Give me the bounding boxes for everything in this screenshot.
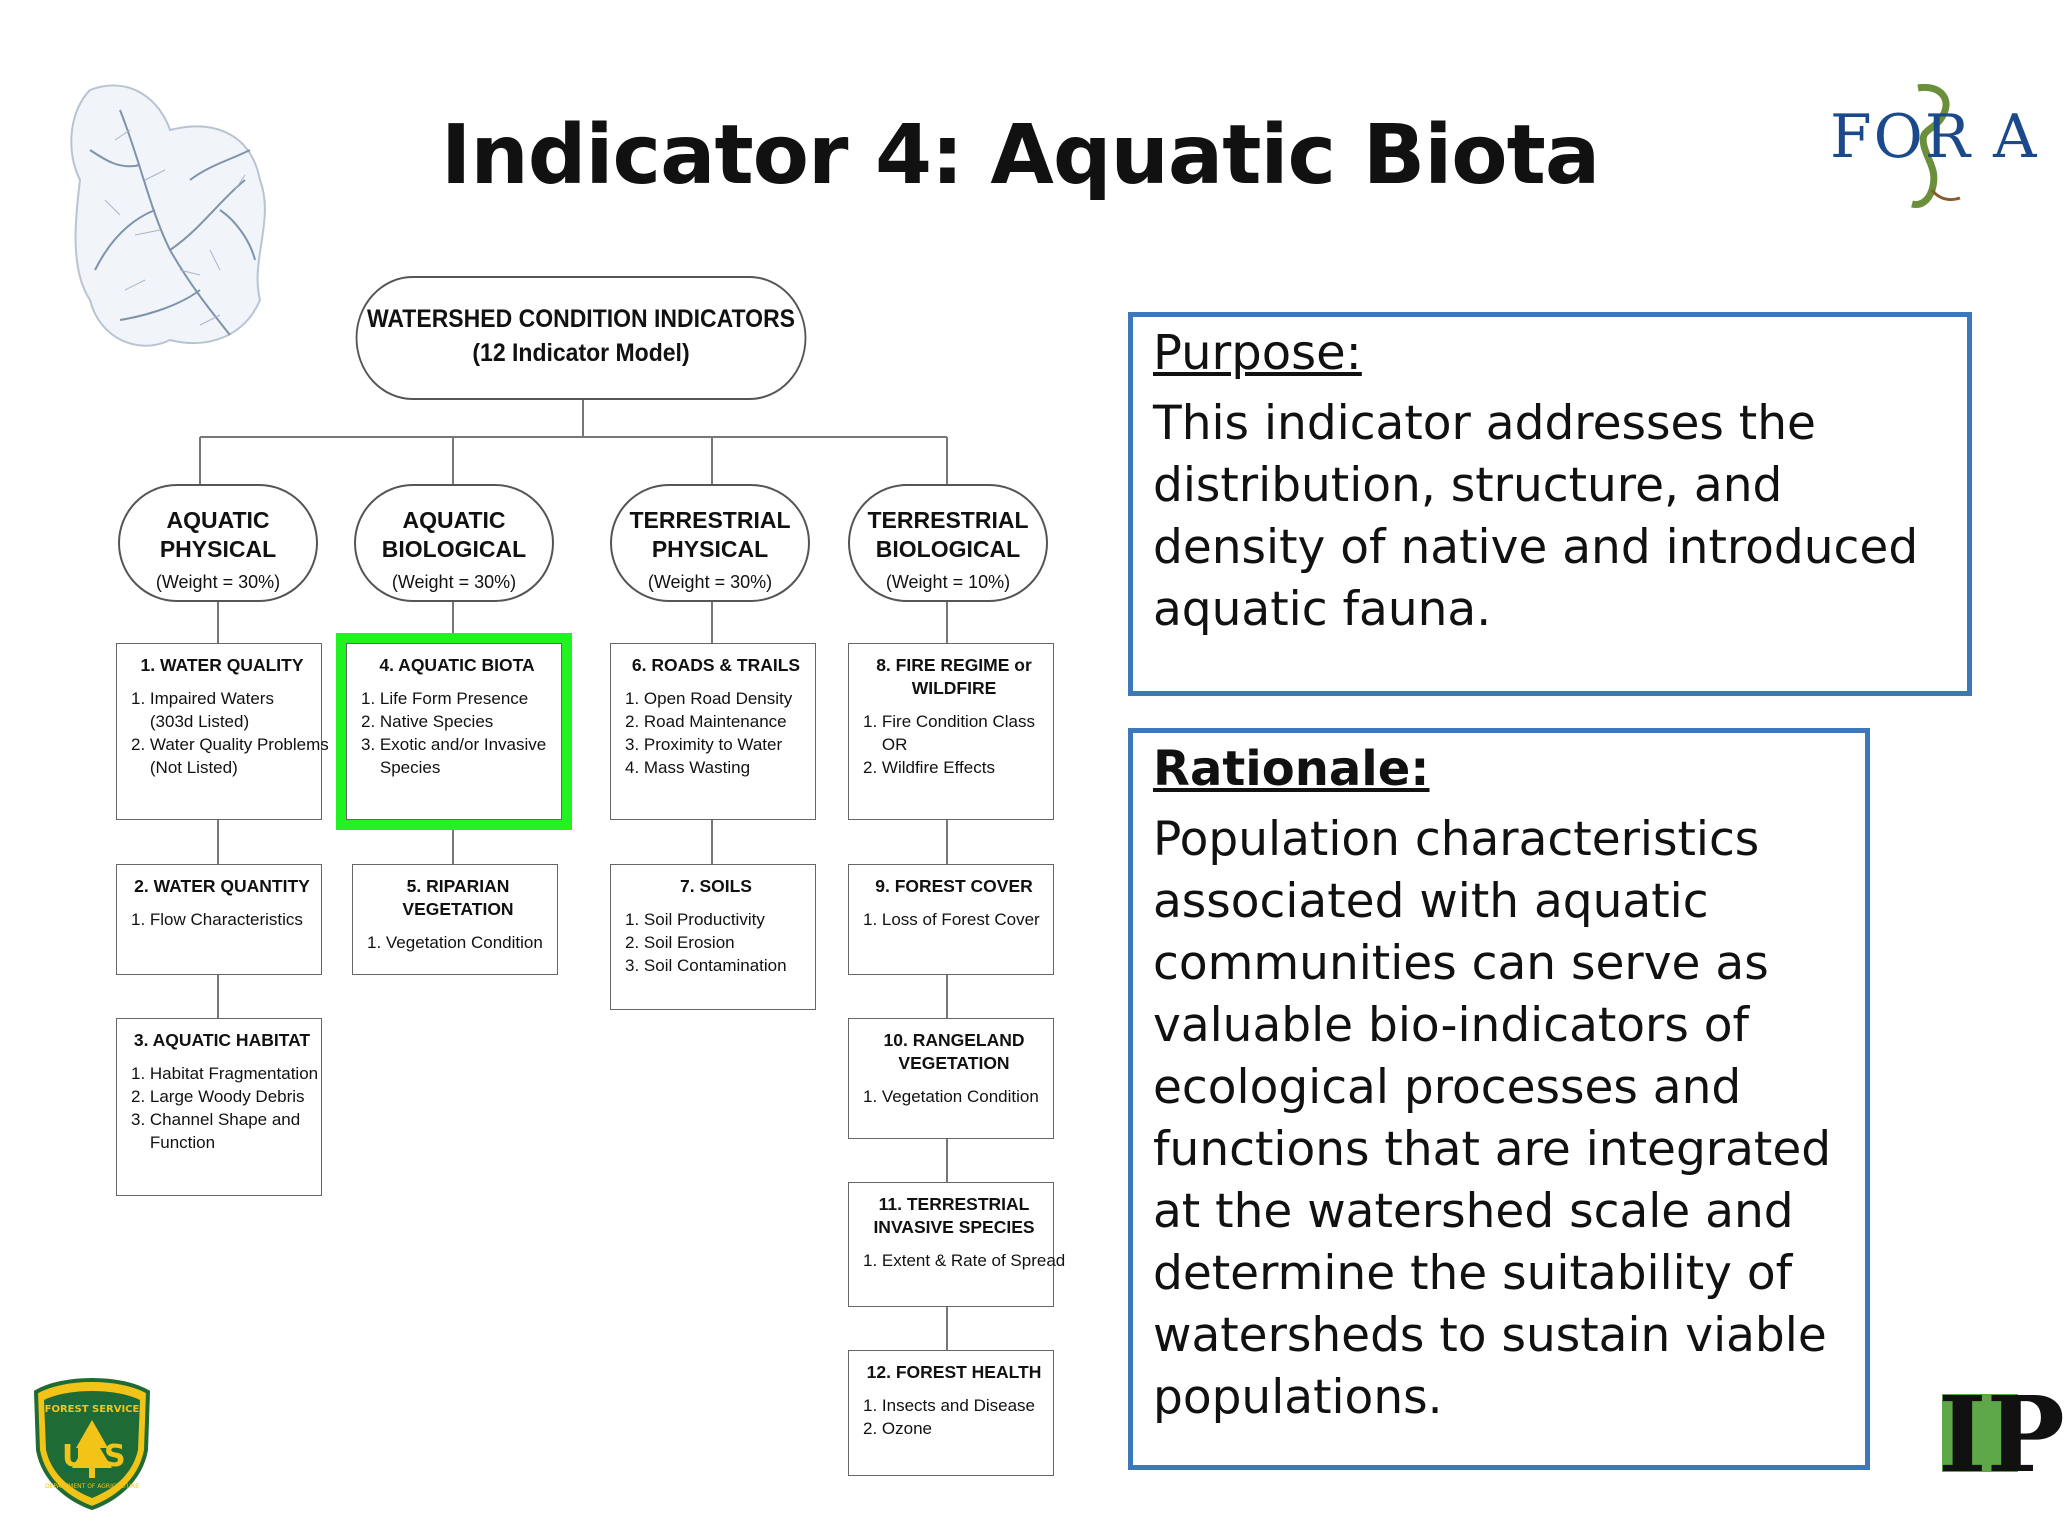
indicator-heading: 4. AQUATIC BIOTA [379, 655, 535, 675]
ip-logo [1934, 1373, 2065, 1496]
indicator-box [848, 643, 1054, 820]
category-terrestrial-biological [848, 484, 1048, 602]
category-weight: (Weight = 30%) [647, 572, 773, 592]
usfs-top-text: FOREST SERVICE [44, 1404, 140, 1415]
indicator-box [116, 1018, 322, 1196]
root-subtitle: (12 Indicator Model) [472, 339, 690, 367]
indicator-heading: 12. FOREST HEALTH [866, 1362, 1042, 1382]
indicator-box-highlighted [346, 643, 562, 820]
indicator-item: 1. Impaired Waters [131, 689, 274, 708]
indicator-heading: 10. RANGELAND VEGETATION [883, 1030, 1025, 1073]
indicator-item: 4. Mass Wasting [625, 758, 751, 777]
category-label: PHYSICAL [159, 536, 277, 562]
indicator-item: 3. Channel Shape and [131, 1110, 301, 1129]
usfs-shield-logo [28, 1370, 156, 1510]
category-label: PHYSICAL [651, 536, 769, 562]
category-label: BIOLOGICAL [875, 536, 1021, 562]
category-label: AQUATIC [166, 507, 270, 533]
indicator-item: 1. Open Road Density [625, 689, 793, 708]
usfs-letter-s: S [104, 1439, 126, 1474]
category-weight: (Weight = 30%) [155, 572, 281, 592]
indicator-item: 1. Life Form Presence [361, 689, 529, 708]
indicator-item: 1. Extent & Rate of Spread [863, 1251, 1066, 1270]
indicator-item: 1. Habitat Fragmentation [131, 1064, 319, 1083]
rationale-heading: Rationale: [1153, 741, 1430, 797]
indicator-box [848, 1350, 1054, 1476]
indicator-item: 2. Large Woody Debris [131, 1087, 305, 1106]
indicator-item: 3. Exotic and/or Invasive [361, 735, 547, 754]
root-title: WATERSHED CONDITION INDICATORS [366, 305, 796, 333]
indicator-box [610, 864, 816, 1010]
indicator-item: 2. Road Maintenance [625, 712, 787, 731]
indicator-box [116, 864, 322, 975]
category-weight: (Weight = 10%) [885, 572, 1011, 592]
forza-logo: FOR A [1820, 80, 2040, 210]
indicator-heading: 9. FOREST COVER [875, 876, 1033, 896]
indicator-heading: 8. FIRE REGIME or WILDFIRE [876, 655, 1032, 698]
indicator-box [848, 1018, 1054, 1139]
purpose-heading: Purpose: [1153, 325, 1362, 381]
indicator-box [352, 864, 558, 975]
indicator-heading: 3. AQUATIC HABITAT [133, 1030, 311, 1050]
indicator-item: (Not Listed) [131, 758, 238, 777]
indicator-item: 1. Vegetation Condition [863, 1087, 1039, 1106]
indicator-item: 3. Soil Contamination [625, 956, 787, 975]
category-label: AQUATIC [402, 507, 506, 533]
indicator-box [610, 643, 816, 820]
indicator-item: 1. Vegetation Condition [367, 933, 543, 952]
indicator-heading: 7. SOILS [680, 876, 752, 896]
indicator-item: 2. Native Species [361, 712, 494, 731]
category-aquatic-biological [354, 484, 554, 602]
purpose-body: This indicator addresses the distribution, structure, and density of native and introduced aquatic fauna. [1153, 396, 1919, 637]
purpose-panel [1128, 312, 1972, 696]
indicator-heading: 1. WATER QUALITY [140, 655, 304, 675]
indicator-item: 2. Water Quality Problems [131, 735, 329, 754]
rationale-body: Population characteristics associated with aquatic communities can serve as valuable bio-indicators of ecological processes and functions that are integrated at the watershed scale and determine the suitability of watersheds to sustain viable populations. [1153, 812, 1832, 1425]
indicator-item: Function [131, 1133, 216, 1152]
indicator-item: OR [863, 735, 908, 754]
usfs-bottom-text: DEPARTMENT OF AGRICULTURE [45, 1483, 139, 1490]
root-node-watershed-condition [356, 276, 807, 400]
category-label: TERRESTRIAL [867, 507, 1029, 533]
category-terrestrial-physical [610, 484, 810, 602]
indicator-box [848, 1182, 1066, 1307]
indicator-heading: 11. TERRESTRIAL INVASIVE SPECIES [873, 1194, 1035, 1237]
indicator-item: 1. Loss of Forest Cover [863, 910, 1040, 929]
category-aquatic-physical [118, 484, 318, 602]
indicator-item: 3. Proximity to Water [625, 735, 783, 754]
page-title: Indicator 4: Aquatic Biota [440, 108, 1600, 203]
indicator-item: Species [361, 758, 441, 777]
indicator-box [116, 643, 329, 820]
rationale-panel [1128, 728, 1870, 1470]
indicator-item: (303d Listed) [131, 712, 250, 731]
indicator-item: 1. Soil Productivity [625, 910, 765, 929]
ip-logo-text: IP [1938, 1373, 2065, 1496]
indicator-box [848, 864, 1054, 975]
indicator-item: 2. Ozone [863, 1419, 932, 1438]
indicator-heading: 2. WATER QUANTITY [134, 876, 310, 896]
indicator-item: 2. Soil Erosion [625, 933, 735, 952]
indicator-item: 1. Flow Characteristics [131, 910, 303, 929]
indicator-item: 1. Fire Condition Class [863, 712, 1035, 731]
indicator-item: 2. Wildfire Effects [863, 758, 995, 777]
category-label: BIOLOGICAL [381, 536, 527, 562]
category-weight: (Weight = 30%) [391, 572, 517, 592]
category-label: TERRESTRIAL [629, 507, 791, 533]
usfs-letter-u: U [62, 1439, 87, 1474]
indicator-heading: 6. ROADS & TRAILS [631, 655, 801, 675]
indicator-heading: 5. RIPARIAN VEGETATION [402, 876, 514, 919]
indicator-item: 1. Insects and Disease [863, 1396, 1035, 1415]
